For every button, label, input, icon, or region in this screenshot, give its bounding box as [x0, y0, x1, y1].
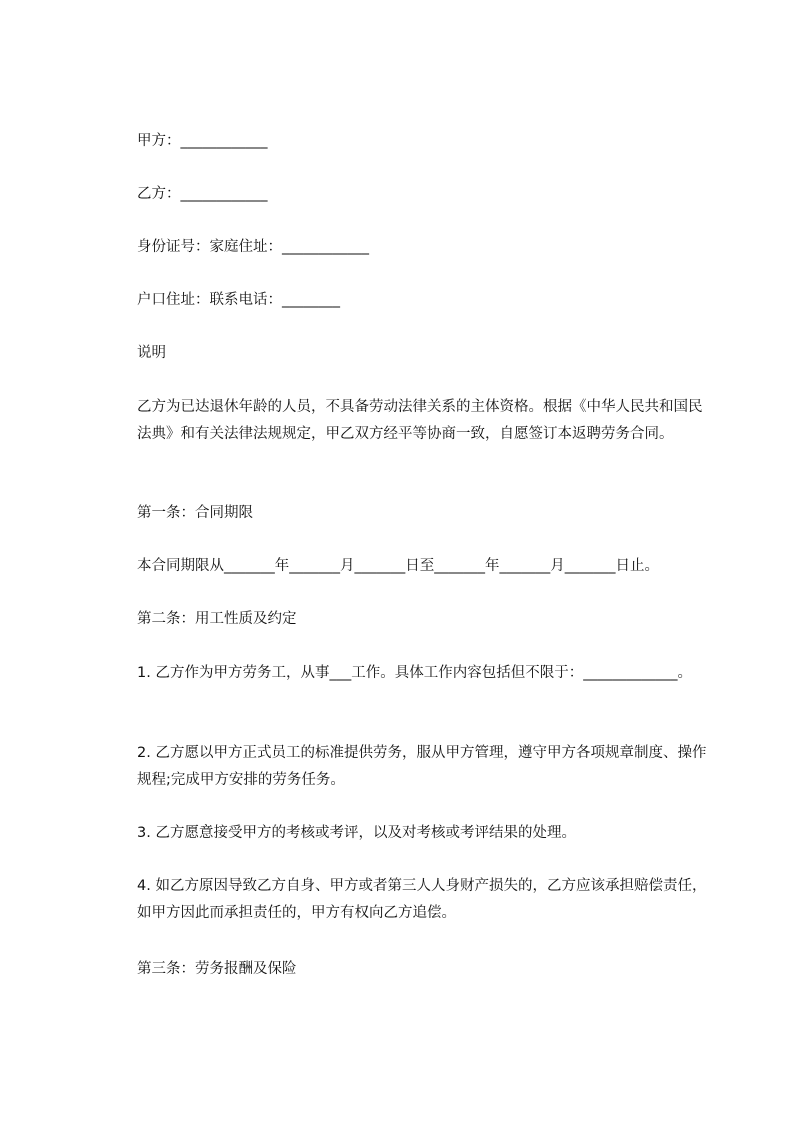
party-a-line: 甲方：____________	[137, 133, 268, 149]
party-b-line: 乙方：____________	[137, 186, 268, 202]
article-2-item-4: 4. 如乙方原因导致乙方自身、甲方或者第三人人身财产损失的，乙方应该承担赔偿责任，如甲方因此而承担责任的，甲方有权向乙方追偿。	[137, 878, 707, 921]
article-1-term: 本合同期限从_______年_______月_______日至_______年_______月_______日止。	[137, 558, 659, 574]
article-2-heading: 第二条：用工性质及约定	[137, 611, 297, 627]
article-2-item-1: 1. 乙方作为甲方劳务工，从事___工作。具体工作内容包括但不限于：_____________。	[137, 665, 692, 681]
explain-paragraph: 乙方为已达退休年龄的人员，不具备劳动法律关系的主体资格。根据《中华人民共和国民法典》和有关法律法规规定，甲乙双方经平等协商一致，自愿签订本返聘劳务合同。	[137, 399, 703, 442]
article-2-item-2: 2. 乙方愿以甲方正式员工的标准提供劳务，服从甲方管理，遵守甲方各项规章制度、操作规程;完成甲方安排的劳务任务。	[137, 745, 707, 788]
article-3-heading: 第三条：劳务报酬及保险	[137, 961, 297, 977]
id-address-line: 身份证号：家庭住址：____________	[137, 239, 369, 255]
article-1-heading: 第一条：合同期限	[137, 505, 253, 521]
article-2-item-3: 3. 乙方愿意接受甲方的考核或考评，以及对考核或考评结果的处理。	[137, 825, 576, 841]
hukou-phone-line: 户口住址：联系电话：________	[137, 292, 340, 308]
explain-heading: 说明	[137, 345, 166, 361]
